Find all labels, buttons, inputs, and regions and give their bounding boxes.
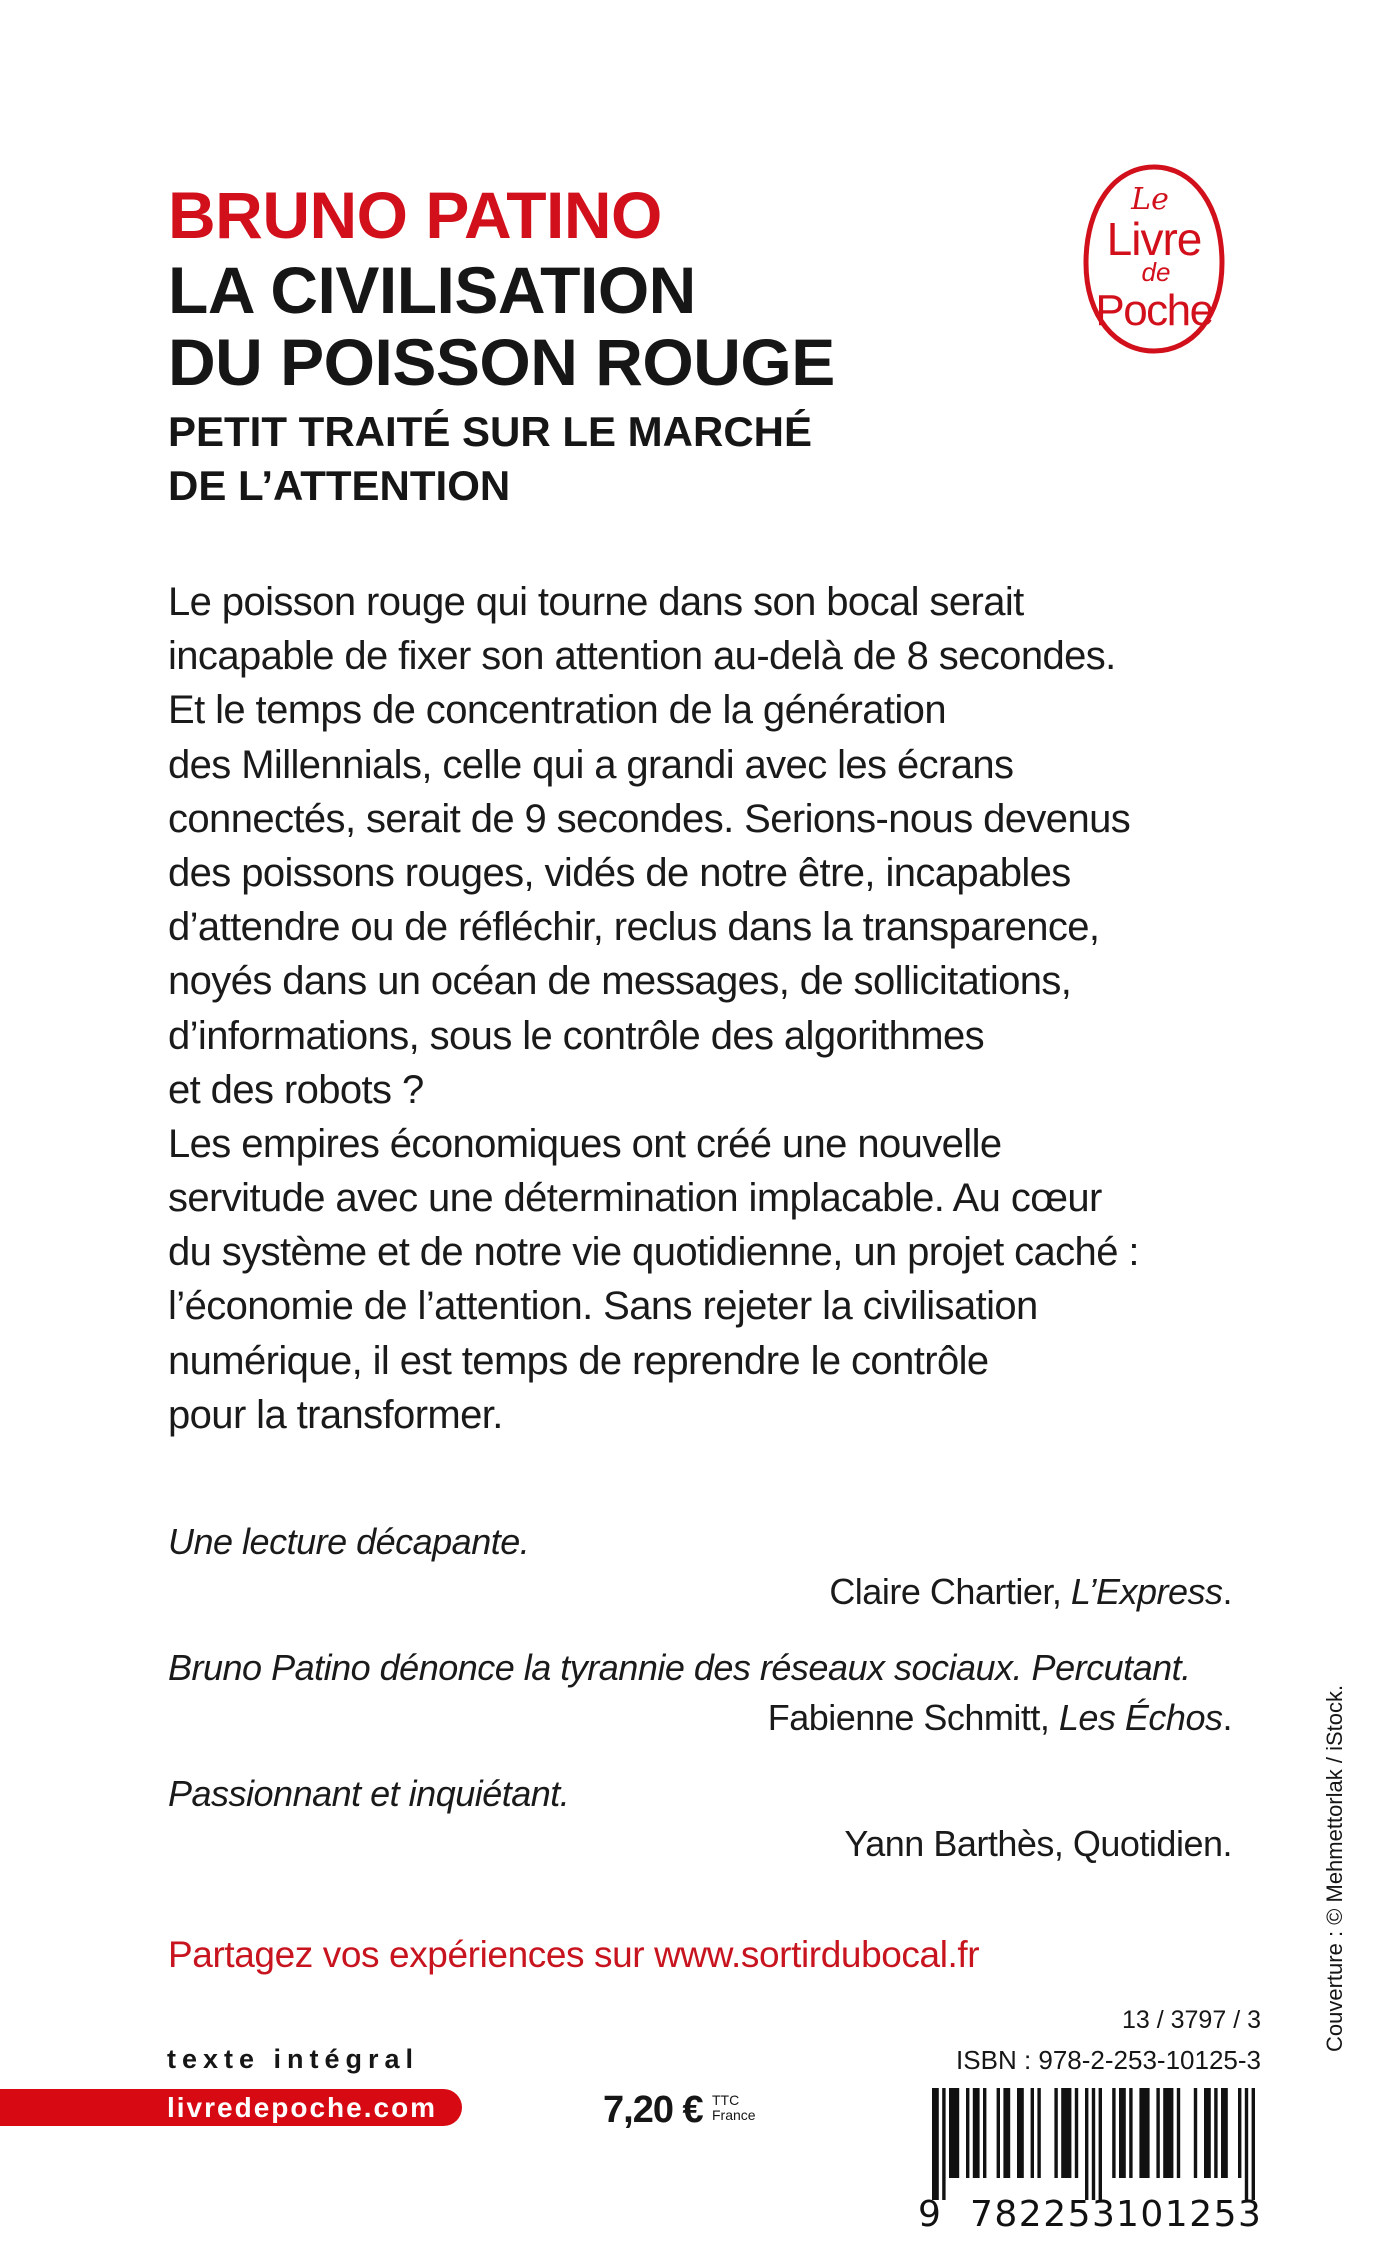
blurb-line: Le poisson rouge qui tourne dans son bocal serait: [168, 580, 1024, 624]
review-author: Fabienne Schmitt,: [767, 1697, 1059, 1738]
author-name: BRUNO PATINO: [168, 178, 662, 252]
barcode-icon: [918, 2088, 1264, 2238]
blurb-line: d’attendre ou de réfléchir, reclus dans la transparence,: [168, 905, 1100, 950]
share-website-link[interactable]: Partagez vos expériences sur www.sortirdubocal.fr: [168, 1934, 980, 1975]
book-title-line: LA CIVILISATION: [168, 253, 696, 327]
blurb-line: d’informations, sous le contrôle des algorithmes: [168, 1013, 985, 1058]
barcode-digits-right: 101253: [1116, 2194, 1263, 2235]
book-subtitle: [168, 405, 812, 513]
review-end: .: [1222, 1571, 1232, 1612]
review-attribution: [168, 1693, 1232, 1743]
review-author: Yann Barthès, Quotidien.: [844, 1823, 1232, 1864]
catalog-code: 13 / 3797 / 3: [1121, 2006, 1261, 2034]
blurb-line: des Millennials, celle qui a grandi avec les écrans: [168, 742, 1014, 787]
blurb-line: numérique, il est temps de reprendre le contrôle: [168, 1338, 989, 1383]
blurb-line: et des robots ?: [168, 1067, 424, 1112]
le-livre-de-poche-logo-icon: [1082, 163, 1226, 355]
blurb-line: du système et de notre vie quotidienne, un projet caché :: [168, 1230, 1139, 1275]
logo-de: de: [1141, 257, 1171, 287]
book-subtitle-line: DE L’ATTENTION: [168, 462, 511, 509]
logo-le: Le: [1131, 182, 1169, 217]
price-note: [712, 2093, 756, 2123]
isbn: ISBN : 978-2-253-10125-3: [956, 2045, 1261, 2075]
blurb-line: des poissons rouges, vidés de notre être, incapables: [168, 850, 1071, 895]
book-title-line: DU POISSON ROUGE: [168, 325, 835, 399]
press-reviews: [168, 1517, 1232, 1869]
cover-credit: Couverture : © Mehmettorlak / iStock.: [1322, 1684, 1347, 2052]
blurb-line: Et le temps de concentration de la génération: [168, 688, 946, 733]
review-author: Claire Chartier,: [829, 1571, 1071, 1612]
review-quote: Passionnant et inquiétant.: [168, 1773, 570, 1814]
review-source: L’Express: [1070, 1571, 1223, 1612]
price-note-ttc: TTC: [712, 2092, 740, 2108]
blurb-line: servitude avec une détermination implacable. Au cœur: [168, 1176, 1102, 1221]
logo-poche: Poche: [1095, 286, 1213, 335]
book-title: [168, 254, 835, 398]
review-attribution: [168, 1819, 1232, 1869]
review-quote: Bruno Patino dénonce la tyrannie des réseaux sociaux. Percutant.: [168, 1647, 1191, 1688]
review-source: Les Échos: [1058, 1697, 1223, 1738]
blurb-line: Les empires économiques ont créé une nouvelle: [168, 1121, 1002, 1166]
book-subtitle-line: PETIT TRAITÉ SUR LE MARCHÉ: [168, 408, 813, 455]
blurb-line: incapable de fixer son attention au-delà de 8 secondes.: [168, 634, 1116, 679]
price: 7,20 €: [603, 2089, 703, 2131]
blurb-line: pour la transformer.: [168, 1392, 503, 1437]
blurb-line: noyés dans un océan de messages, de sollicitations,: [168, 959, 1072, 1004]
blurb: [168, 575, 1268, 1442]
review-attribution: [168, 1567, 1232, 1617]
barcode-digit-first: 9: [918, 2194, 941, 2235]
logo-livre: Livre: [1106, 213, 1202, 265]
review-quote: Une lecture décapante.: [168, 1521, 530, 1562]
blurb-line: l’économie de l’attention. Sans rejeter la civilisation: [168, 1284, 1038, 1329]
edition-label: texte intégral: [167, 2044, 420, 2074]
publisher-website-link[interactable]: livredepoche.com: [167, 2092, 438, 2123]
blurb-line: connectés, serait de 9 secondes. Serions-nous devenus: [168, 796, 1131, 841]
review-end: .: [1222, 1697, 1232, 1738]
barcode-digits-left: 782253: [970, 2194, 1117, 2235]
price-note-country: France: [712, 2107, 756, 2123]
